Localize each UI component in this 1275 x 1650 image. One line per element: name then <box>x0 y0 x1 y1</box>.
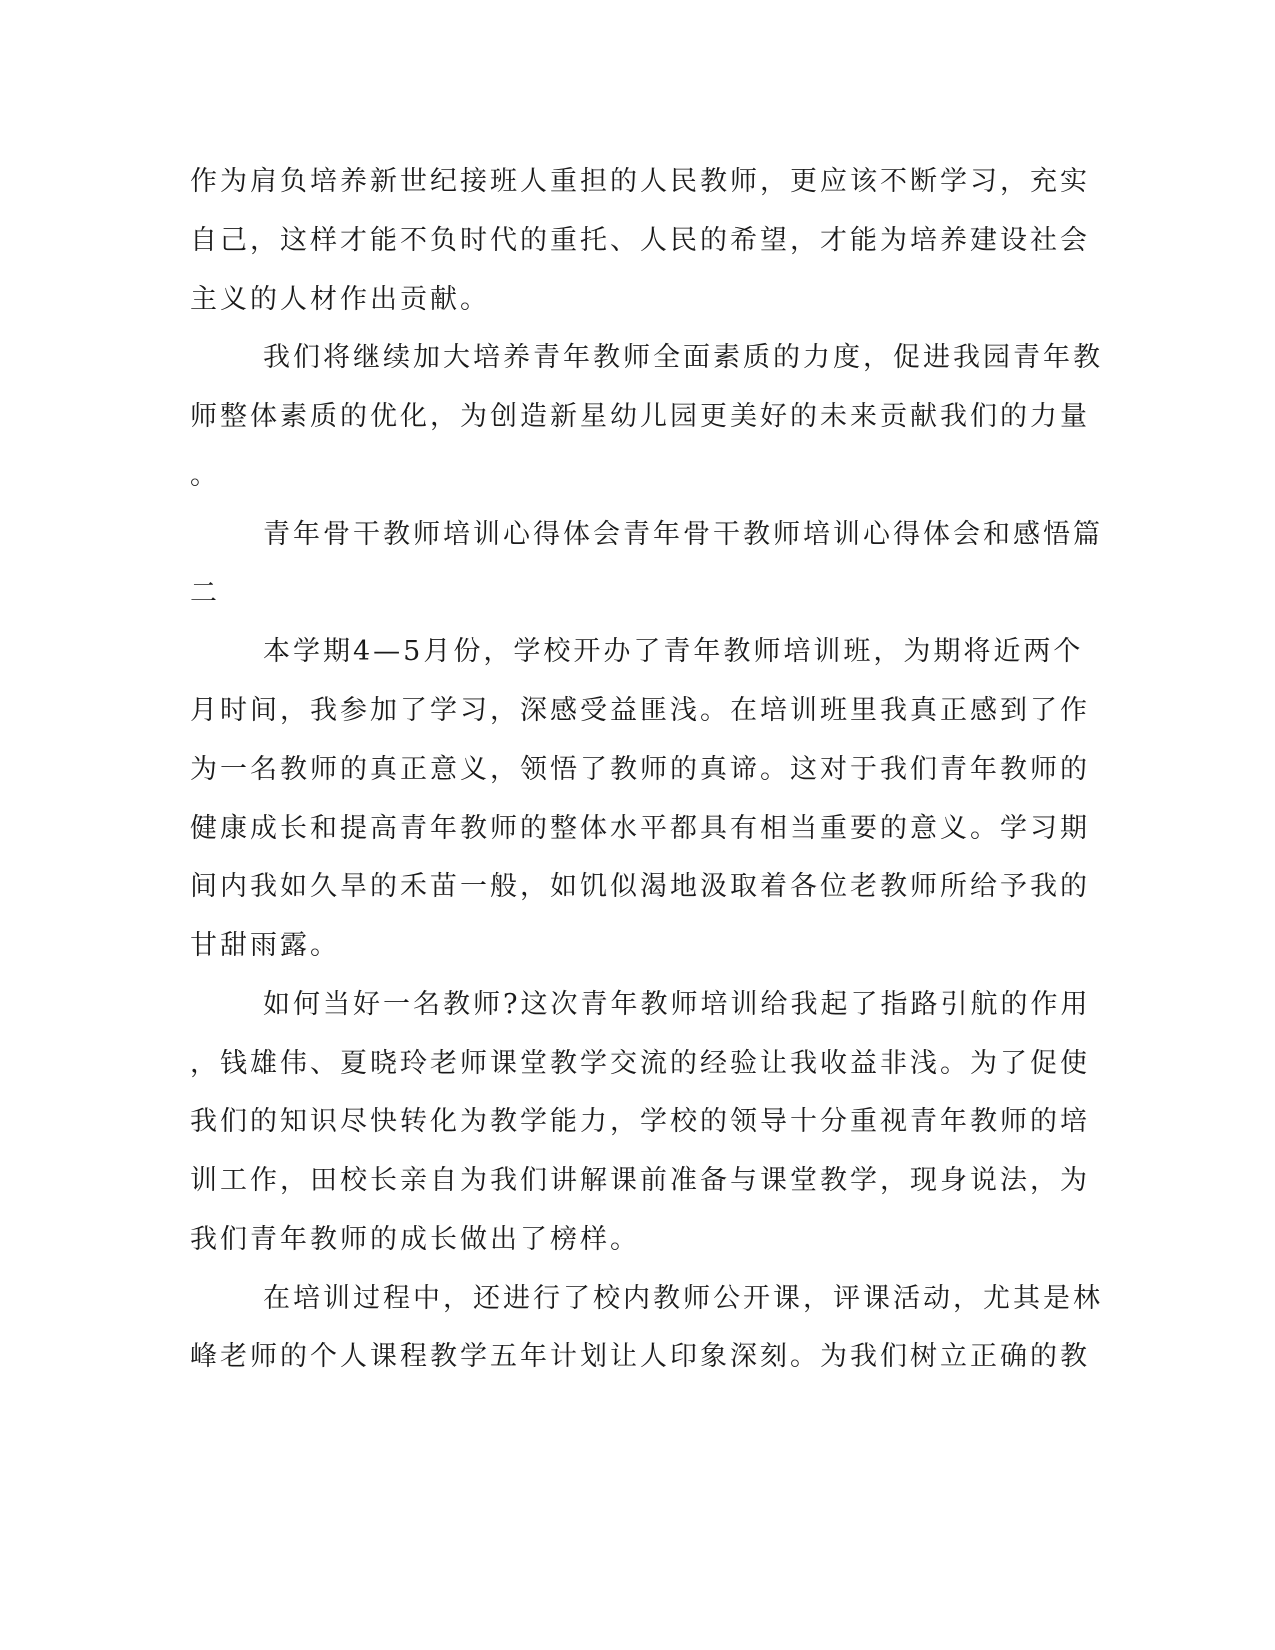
text-line: 师整体素质的优化，为创造新星幼儿园更美好的未来贡献我们的力量 <box>190 401 1090 432</box>
paragraph-start-line: 在培训过程中，还进行了校内教师公开课，评课活动，尤其是林 <box>263 1283 1103 1314</box>
paragraph-start-line: 本学期4—5月份，学校开办了青年教师培训班，为期将近两个 <box>263 636 1084 667</box>
paragraph-start-line: 如何当好一名教师?这次青年教师培训给我起了指路引航的作用 <box>263 989 1091 1020</box>
paragraph-start-line: 我们将继续加大培养青年教师全面素质的力度，促进我园青年教 <box>263 342 1103 373</box>
text-line: ，钱雄伟、夏晓玲老师课堂教学交流的经验让我收益非浅。为了促使 <box>190 1048 1090 1079</box>
text-line: 月时间，我参加了学习，深感受益匪浅。在培训班里我真正感到了作 <box>190 695 1090 726</box>
text-line: 。 <box>190 460 220 491</box>
text-line: 为一名教师的真正意义，领悟了教师的真谛。这对于我们青年教师的 <box>190 754 1090 785</box>
text-line: 自己，这样才能不负时代的重托、人民的希望，才能为培养建设社会 <box>190 225 1090 256</box>
text-line: 间内我如久旱的禾苗一般，如饥似渴地汲取着各位老教师所给予我的 <box>190 871 1090 902</box>
text-line: 我们青年教师的成长做出了榜样。 <box>190 1224 640 1255</box>
text-line: 作为肩负培养新世纪接班人重担的人民教师，更应该不断学习，充实 <box>190 166 1090 197</box>
text-line: 健康成长和提高青年教师的整体水平都具有相当重要的意义。学习期 <box>190 813 1090 844</box>
text-line: 主义的人材作出贡献。 <box>190 284 490 315</box>
text-line: 训工作，田校长亲自为我们讲解课前准备与课堂教学，现身说法，为 <box>190 1165 1090 1196</box>
text-line: 我们的知识尽快转化为教学能力，学校的领导十分重视青年教师的培 <box>190 1106 1090 1137</box>
section-heading-line: 青年骨干教师培训心得体会青年骨干教师培训心得体会和感悟篇 <box>263 519 1103 550</box>
text-line: 甘甜雨露。 <box>190 930 340 961</box>
text-line: 峰老师的个人课程教学五年计划让人印象深刻。为我们树立正确的教 <box>190 1341 1090 1372</box>
section-heading-line: 二 <box>190 578 220 609</box>
